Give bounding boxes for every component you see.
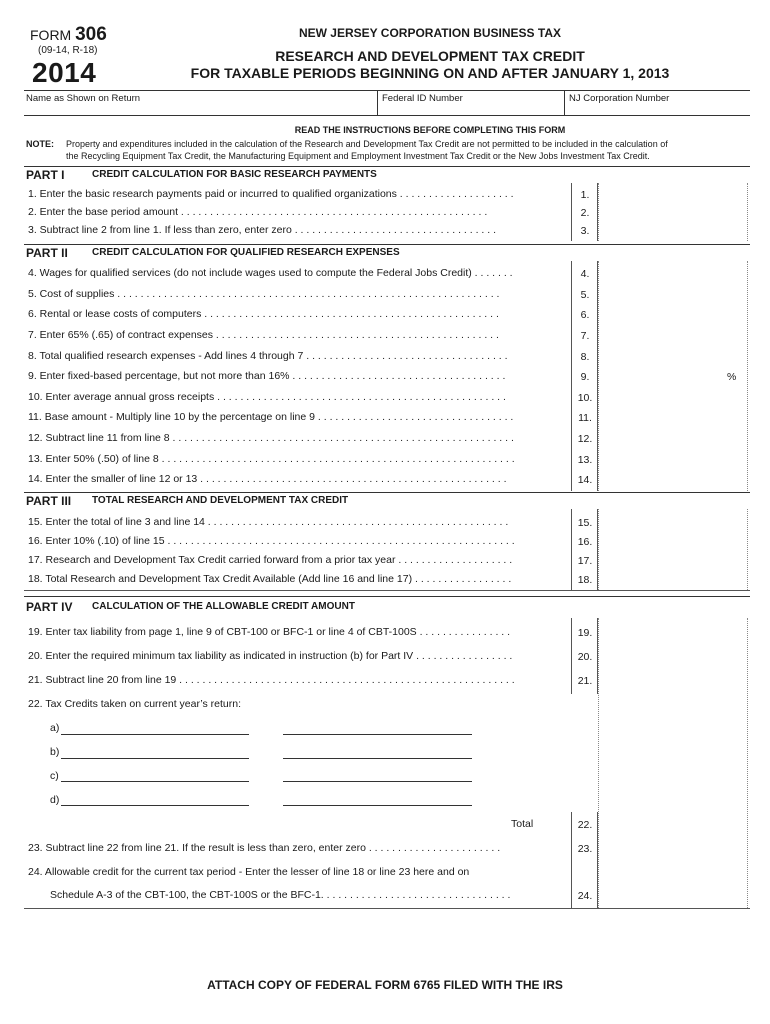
line-14-label: 14. Enter the smaller of line 12 or 13 . . . . . . . . . . . . . . . . . . . . . . . . . . . . . . . . . . . . . . . . . . . . . . . . . . . . . bbox=[28, 473, 507, 485]
section-divider bbox=[24, 590, 750, 591]
line-15-label: 15. Enter the total of line 3 and line 14 . . . . . . . . . . . . . . . . . . . . . . . . . . . . . . . . . . . . . . . . . . . . . . . . . . . . bbox=[28, 516, 509, 528]
line-18-label: 18. Total Research and Development Tax Credit Available (Add line 16 and line 17) . . . . . . . . . . . . . . . . . bbox=[28, 573, 512, 585]
part-3-title: TOTAL RESEARCH AND DEVELOPMENT TAX CREDIT bbox=[92, 495, 349, 506]
line-6-label: 6. Rental or lease costs of computers . . . . . . . . . . . . . . . . . . . . . . . . . . . . . . . . . . . . . . . . . . . . . . . . . . . bbox=[28, 308, 499, 320]
part-1-title: CREDIT CALCULATION FOR BASIC RESEARCH PAYMENTS bbox=[92, 169, 377, 180]
column-separator bbox=[571, 261, 572, 491]
line-9-number: 9. bbox=[580, 371, 590, 383]
line-4-number: 4. bbox=[580, 268, 590, 280]
note-label: NOTE: bbox=[26, 139, 54, 149]
line-17-label: 17. Research and Development Tax Credit carried forward from a prior tax year . . . . . . . . . . . . . . . . . . . . bbox=[28, 554, 513, 566]
line-20-number: 20. bbox=[577, 651, 593, 663]
line-9-label: 9. Enter fixed-based percentage, but not more than 16% . . . . . . . . . . . . . . . . . . . . . . . . . . . . . . . . . . . . . bbox=[28, 370, 506, 382]
percent-symbol: % bbox=[727, 371, 737, 383]
form-number: 306 bbox=[75, 24, 107, 45]
note-block bbox=[26, 138, 756, 162]
federal-id-label: Federal ID Number bbox=[382, 93, 463, 104]
credit-c-amount-line[interactable] bbox=[283, 781, 472, 782]
part-2-number: PART II bbox=[26, 246, 68, 260]
column-separator bbox=[597, 261, 598, 491]
line-21-label: 21. Subtract line 20 from line 19 . . . . . . . . . . . . . . . . . . . . . . . . . . . . . . . . . . . . . . . . . . . . . . . . . . . . . . . . . . bbox=[28, 674, 515, 686]
line-23-label: 23. Subtract line 22 from line 21. If the result is less than zero, enter zero . . . . . . . . . . . . . . . . . . . . . . . bbox=[28, 842, 501, 854]
line-17-number: 17. bbox=[577, 555, 593, 567]
amount-column-part-4[interactable] bbox=[598, 618, 748, 908]
line-5-number: 5. bbox=[580, 289, 590, 301]
line-15-number: 15. bbox=[577, 517, 593, 529]
line-14-number: 14. bbox=[577, 474, 593, 486]
line-7-label: 7. Enter 65% (.65) of contract expenses . . . . . . . . . . . . . . . . . . . . . . . . . . . . . . . . . . . . . . . . . . . . . . . . . bbox=[28, 329, 499, 341]
credit-c-label: c) bbox=[50, 770, 59, 782]
line-22-number: 22. bbox=[577, 819, 593, 831]
line-2-label: 2. Enter the base period amount . . . . . . . . . . . . . . . . . . . . . . . . . . . . . . . . . . . . . . . . . . . . . . . . . . . . . bbox=[28, 206, 488, 218]
note-text-2: the Recycling Equipment Tax Credit, the Manufacturing Equipment and Employment Investment Tax Credit or the New Jobs Investment Tax Credit. bbox=[66, 151, 650, 161]
line-2-number: 2. bbox=[580, 207, 590, 219]
name-field-label: Name as Shown on Return bbox=[26, 93, 141, 104]
line-24-label-continued: Schedule A-3 of the CBT-100, the CBT-100S or the BFC-1. . . . . . . . . . . . . . . . . . . . . . . . . . . . . . . . . bbox=[50, 889, 511, 901]
part-1-header bbox=[24, 166, 750, 182]
line-6-number: 6. bbox=[580, 309, 590, 321]
credit-b-name-line[interactable] bbox=[61, 758, 249, 759]
part-1-number: PART I bbox=[26, 168, 65, 182]
credit-c-name-line[interactable] bbox=[61, 781, 249, 782]
line-20-label: 20. Enter the required minimum tax liability as indicated in instruction (b) for Part IV . . . . . . . . . . . . . . . . . bbox=[28, 650, 513, 662]
part-3-header bbox=[24, 492, 750, 508]
column-separator bbox=[597, 183, 598, 241]
credit-a-amount-line[interactable] bbox=[283, 734, 472, 735]
credit-d-amount-line[interactable] bbox=[283, 805, 472, 806]
line-3-label: 3. Subtract line 2 from line 1. If less than zero, enter zero . . . . . . . . . . . . . . . . . . . . . . . . . . . . . . . . . . . bbox=[28, 224, 497, 236]
credit-a-label: a) bbox=[50, 722, 60, 734]
line-8-label: 8. Total qualified research expenses - Add lines 4 through 7 . . . . . . . . . . . . . . . . . . . . . . . . . . . . . . . . . . . bbox=[28, 350, 508, 362]
column-separator bbox=[597, 509, 598, 590]
line-5-label: 5. Cost of supplies . . . . . . . . . . . . . . . . . . . . . . . . . . . . . . . . . . . . . . . . . . . . . . . . . . . . . . . . . . . . . . . . . . bbox=[28, 288, 500, 300]
amount-column-part-2[interactable] bbox=[598, 261, 748, 491]
read-instructions: READ THE INSTRUCTIONS BEFORE COMPLETING THIS FORM bbox=[294, 125, 566, 135]
amount-column-part-3[interactable] bbox=[598, 509, 748, 590]
line-12-number: 12. bbox=[577, 433, 593, 445]
form-word: FORM bbox=[30, 27, 72, 43]
column-separator bbox=[571, 812, 572, 908]
credit-a-name-line[interactable] bbox=[61, 734, 249, 735]
line-4-label: 4. Wages for qualified services (do not include wages used to compute the Federal Jobs Credit) . . . . . . . bbox=[28, 267, 513, 279]
form-subtitle: FOR TAXABLE PERIODS BEGINNING ON AND AFTER JANUARY 1, 2013 bbox=[190, 65, 670, 81]
footer-attach-note: ATTACH COPY OF FEDERAL FORM 6765 FILED WITH THE IRS bbox=[207, 978, 563, 992]
line-7-number: 7. bbox=[580, 330, 590, 342]
line-24-number: 24. bbox=[577, 890, 593, 902]
column-separator bbox=[571, 618, 572, 694]
line-24-label: 24. Allowable credit for the current tax period - Enter the lesser of line 18 or line 23 here and on bbox=[28, 866, 470, 878]
line-11-number: 11. bbox=[578, 412, 592, 424]
credit-d-label: d) bbox=[50, 794, 60, 806]
form-year: 2014 bbox=[32, 57, 97, 88]
line-16-label: 16. Enter 10% (.10) of line 15 . . . . . . . . . . . . . . . . . . . . . . . . . . . . . . . . . . . . . . . . . . . . . . . . . . . . . . . . . . . . bbox=[28, 535, 515, 547]
part-4-title: CALCULATION OF THE ALLOWABLE CREDIT AMOUNT bbox=[92, 601, 355, 612]
credit-b-label: b) bbox=[50, 746, 60, 758]
credit-b-amount-line[interactable] bbox=[283, 758, 472, 759]
line-10-label: 10. Enter average annual gross receipts . . . . . . . . . . . . . . . . . . . . . . . . . . . . . . . . . . . . . . . . . . . . . . . . . . bbox=[28, 391, 506, 403]
line-1-number: 1. bbox=[580, 189, 590, 201]
line-3-number: 3. bbox=[580, 225, 590, 237]
line-22-total-label: Total bbox=[511, 818, 534, 830]
section-divider bbox=[24, 908, 750, 909]
form-revision: (09-14, R-18) bbox=[38, 45, 98, 56]
column-separator bbox=[571, 183, 572, 241]
amount-column-part-1[interactable] bbox=[598, 183, 748, 241]
part-3-number: PART III bbox=[26, 494, 72, 508]
line-10-number: 10. bbox=[577, 392, 593, 404]
line-21-number: 21. bbox=[577, 675, 593, 687]
id-separator bbox=[377, 91, 378, 116]
line-12-label: 12. Subtract line 11 from line 8 . . . . . . . . . . . . . . . . . . . . . . . . . . . . . . . . . . . . . . . . . . . . . . . . . . . . . . . . . . . bbox=[28, 432, 514, 444]
taxpayer-id-box bbox=[24, 90, 750, 116]
line-13-number: 13. bbox=[577, 454, 593, 466]
id-separator bbox=[564, 91, 565, 116]
line-18-number: 18. bbox=[577, 574, 593, 586]
line-22-label: 22. Tax Credits taken on current year’s return: bbox=[28, 698, 242, 710]
column-separator bbox=[597, 812, 598, 908]
column-separator bbox=[597, 618, 598, 694]
part-4-header bbox=[24, 596, 750, 616]
column-separator bbox=[571, 509, 572, 590]
line-19-label: 19. Enter tax liability from page 1, line 9 of CBT-100 or BFC-1 or line 4 of CBT-100S . . . . . . . . . . . . . . . . bbox=[28, 626, 511, 638]
line-23-number: 23. bbox=[577, 843, 593, 855]
form-label bbox=[30, 24, 107, 46]
nj-corp-label: NJ Corporation Number bbox=[569, 93, 670, 104]
form-title: RESEARCH AND DEVELOPMENT TAX CREDIT bbox=[275, 48, 585, 64]
part-4-number: PART IV bbox=[26, 600, 73, 614]
line-11-label: 11. Base amount - Multiply line 10 by the percentage on line 9 . . . . . . . . . . . . . . . . . . . . . . . . . . . . . . . . . . bbox=[28, 411, 514, 423]
part-2-header bbox=[24, 244, 750, 260]
line-1-label: 1. Enter the basic research payments paid or incurred to qualified organizations . . . . . . . . . . . . . . . . . . . . bbox=[28, 188, 514, 200]
credit-d-name-line[interactable] bbox=[61, 805, 249, 806]
line-19-number: 19. bbox=[577, 627, 593, 639]
line-8-number: 8. bbox=[580, 351, 590, 363]
agency-title: NEW JERSEY CORPORATION BUSINESS TAX bbox=[298, 26, 562, 40]
line-16-number: 16. bbox=[577, 536, 593, 548]
note-text-1: Property and expenditures included in the calculation of the Research and Development Tax Credit are not permitted to be included in the calculation of bbox=[66, 139, 668, 149]
line-13-label: 13. Enter 50% (.50) of line 8 . . . . . . . . . . . . . . . . . . . . . . . . . . . . . . . . . . . . . . . . . . . . . . . . . . . . . . . . . . . . . bbox=[28, 453, 515, 465]
part-2-title: CREDIT CALCULATION FOR QUALIFIED RESEARCH EXPENSES bbox=[92, 247, 400, 258]
